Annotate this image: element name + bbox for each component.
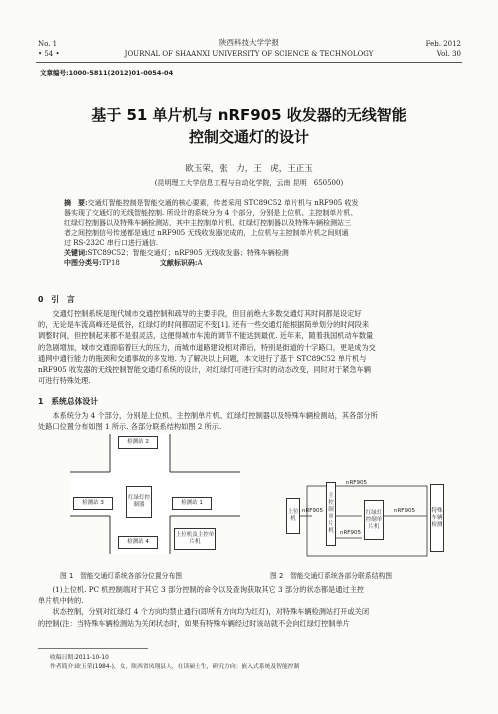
fig1-station-1: 检测站 1 — [172, 497, 212, 510]
fig2-nrf-top: nRF905 — [346, 480, 367, 486]
body-line: 处路口位置分布如图 1 所示. 各部分联系结构如图 2 所示. — [38, 422, 222, 432]
footnote-received: 收稿日期:2011-10-10 — [50, 655, 109, 661]
page-number: • 54 • — [38, 50, 60, 58]
body-line: 本系统分为 4 个部分，分别是上位机、主控制单片机、红绿灯控制器以及特殊车辆检测站，其各部分所 — [38, 411, 378, 420]
keywords-label: 关键词: — [64, 248, 88, 257]
doc-code-value: A — [197, 259, 203, 267]
body-line: 调整时间，但控制起来都不是很灵活，这便得城市车流的调节不能达到最优. 近年来，随着我国机动车数量 — [38, 331, 374, 341]
issue-date: Feb. 2012 — [425, 40, 461, 48]
issue-number: No. 1 — [38, 40, 58, 48]
clc-label: 中图分类号: — [64, 258, 102, 267]
fig2-host: 上位机 — [286, 498, 300, 534]
authors: 欧玉荣，张 力，王 虎，王正玉 — [185, 164, 313, 174]
fig2-main-mcu: 主控制单片机 — [326, 482, 336, 546]
abstract-line: 者之间控制信号传递都是通过 nRF905 无线收发器完成的，上位机与主控制单片机之间则通 — [64, 229, 349, 237]
body-line: 的，无论是车流高峰还是低谷，红绿灯的时间都固定不变[1]. 还有一些交通灯能根据简单划分的时间段来 — [38, 320, 370, 330]
fig1-light-controller: 红绿灯控制器 — [126, 486, 152, 518]
body-line: 可进行特殊处理. — [38, 376, 91, 386]
section-heading-design: 1 系统总体设计 — [38, 397, 99, 406]
fig1-station-2: 检测站 2 — [118, 436, 158, 449]
article-number: 文章编号:1000-5811(2012)01-0054-04 — [40, 69, 174, 77]
after-figure-text — [38, 584, 462, 629]
doc-code-label: 文献标识码: — [159, 258, 198, 267]
fig1-station-4: 检测站 4 — [118, 536, 158, 549]
fig1-caption: 图 1 智能交通灯系统各部分位置分布图 — [60, 572, 183, 580]
volume-number: Vol. 30 — [436, 50, 461, 58]
design-text — [38, 410, 462, 432]
body-line: 状态控制，分别对红绿灯 4 个方向均禁止通行(即所有方向均为红灯)，对特殊车辆检测站打开或关闭 — [38, 607, 370, 617]
intro-text — [38, 308, 462, 386]
body-line: (1)上位机. PC 机控制端对于其它 3 部分控制的命令以及查询获取其它 3 部分的状态都是通过主控 — [38, 585, 364, 594]
fig2-nrf-bottom: nRF905 — [340, 530, 361, 536]
header-rule — [36, 62, 462, 63]
figure-1 — [70, 434, 240, 554]
body-line: 交通灯控制系统是现代城市交通控制和疏导的主要手段，但目前绝大多数交通灯其时间都是设定好 — [38, 309, 362, 318]
fig2-light-mcu: 红绿灯控制单片机 — [364, 500, 384, 540]
abstract-line: 器实现了交通灯的无线智能控制. 所设计的系统分为 4 个部分，分别是上位机、主控制单片机、 — [64, 209, 358, 217]
abstract-label: 摘 要: — [64, 198, 88, 207]
affiliation: (昆明理工大学信息工程与自动化学院，云南 昆明 650500) — [154, 179, 344, 187]
fig2-nrf-left: nRF905 — [302, 508, 323, 514]
fig2-special-station: 特殊车辆检测 — [430, 484, 444, 552]
footnote — [50, 654, 299, 672]
fig1-station-3: 检测站 3 — [73, 497, 113, 510]
abstract-line: 红绿灯控制器以及特殊车辆检测站，其中主控制单片机、红绿灯控制器以及特殊车辆检测站三 — [64, 219, 351, 227]
abstract-line: 过 RS-232C 串行口进行通信. — [64, 239, 159, 247]
journal-title-cn: 陕西科技大学学报 — [219, 38, 279, 47]
abstract-block — [64, 198, 444, 268]
footnote-rule — [38, 648, 148, 649]
section-heading-intro: 0 引 言 — [38, 295, 75, 304]
footnote-author: 作者简介:欧玉荣(1984-)，女，陕西省凤翔县人，在读硕士生，研究方向：嵌入式系统及智能控制 — [50, 664, 300, 670]
clc-value: TP18 — [101, 259, 120, 267]
paper-title-line1: 基于 51 单片机与 nRF905 收发器的无线智能 — [91, 106, 407, 124]
fig1-host-box: 上位机及主控单片机 — [174, 528, 216, 550]
abstract-line: 交通灯智能控制是智能交通的核心要素，传者采用 STC89C52 单片机与 nRF905 收发 — [87, 199, 359, 207]
fig2-nrf-right: nRF905 — [394, 508, 415, 514]
keywords-text: STC89C52；智能交通灯；nRF905 无线收发器；特殊车辆检测 — [87, 249, 289, 257]
body-line: nRF905 收发器的无线控制智能交通灯系统的设计，对红绿灯可进行实时的动态改变，同时对于紧急车辆 — [38, 365, 371, 375]
body-line: 的急剧增加，城市交通面临着巨大的压力，而城市道路建设相对滞后，特别是街道的十字路口，更是成为交 — [38, 342, 376, 352]
body-line: 单片机中转的. — [38, 596, 84, 606]
fig2-caption: 图 2 智能交通灯系统各部分联系结构图 — [270, 572, 393, 580]
figure-2 — [282, 478, 462, 560]
body-line: 的控制(注：当特殊车辆检测站为关闭状态时，如果有特殊车辆经过时该站就不会向红绿灯控制单片 — [38, 618, 350, 628]
journal-title-en: JOURNAL OF SHAANXI UNIVERSITY OF SCIENCE & TECHNOLOGY — [124, 50, 374, 58]
paper-title-line2: 控制交通灯的设计 — [188, 128, 309, 146]
body-line: 通网中通行能力的瓶颈和交通事故的多发地. 为了解决以上问题，本文进行了基于 STC89C52 单片机与 — [38, 353, 367, 363]
